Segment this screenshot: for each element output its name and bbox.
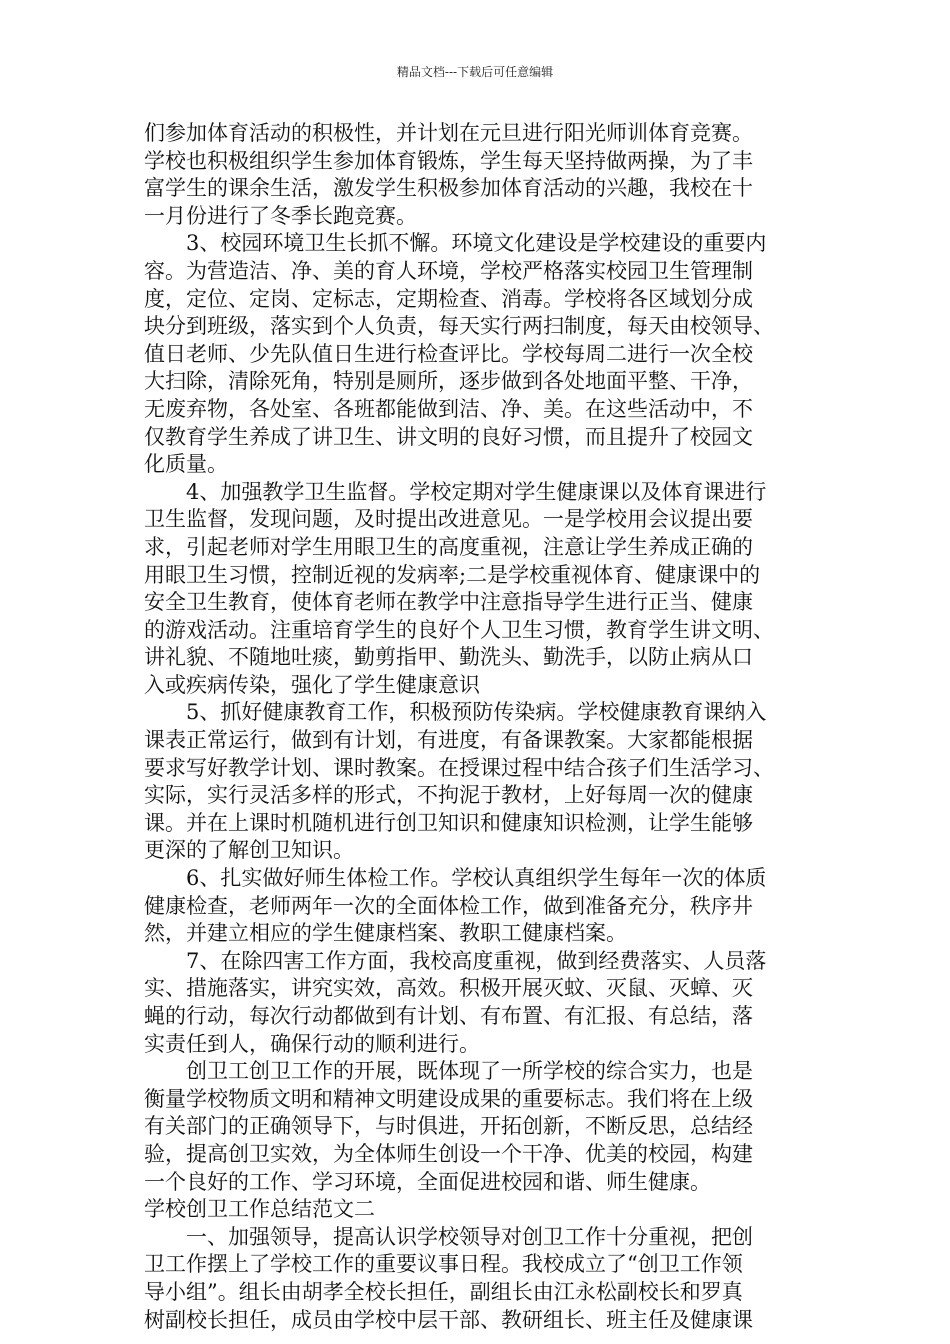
text-line: 5、抓好健康教育工作，积极预防传染病。学校健康教育课纳入 <box>144 700 767 725</box>
text-line: 大扫除，清除死角，特别是厕所，逐步做到各处地面平整、干净， <box>144 369 753 394</box>
text-line: 实际，实行灵活多样的形式，不拘泥于教材，上好每周一次的健康 <box>144 783 753 808</box>
document-body <box>144 120 808 1334</box>
text-line: 的游戏活动。注重培育学生的良好个人卫生习惯，教育学生讲文明、 <box>144 617 774 642</box>
text-line: 求，引起老师对学生用眼卫生的高度重视，注意让学生养成正确的 <box>144 534 753 559</box>
text-line: 导小组”。组长由胡孝全校长担任，副组长由江永松副校长和罗真 <box>144 1279 743 1304</box>
text-line: 仅教育学生养成了讲卫生、讲文明的良好习惯，而且提升了校园文 <box>144 424 753 449</box>
text-line: 课表正常运行，做到有计划，有进度，有备课教案。大家都能根据 <box>144 728 753 753</box>
text-line: 6、扎实做好师生体检工作。学校认真组织学生每年一次的体质 <box>144 866 767 891</box>
text-line: 无废弃物，各处室、各班都能做到洁、净、美。在这些活动中，不 <box>144 396 753 421</box>
text-line: 然，并建立相应的学生健康档案、教职工健康档案。 <box>144 921 627 946</box>
text-line: 7、在除四害工作方面，我校高度重视，做到经费落实、人员落 <box>144 948 767 973</box>
text-line: 验，提高创卫实效，为全体师生创设一个干净、优美的校园，构建 <box>144 1141 753 1166</box>
text-line: 更深的了解创卫知识。 <box>144 838 354 863</box>
text-line: 们参加体育活动的积极性，并计划在元旦进行阳光师训体育竞赛。 <box>144 121 753 145</box>
text-line: 实责任到人，确保行动的顺利进行。 <box>144 1031 480 1056</box>
page-header: 精品文档---下载后可任意编辑 <box>396 65 554 79</box>
text-line: 值日老师、少先队值日生进行检查评比。学校每周二进行一次全校 <box>144 341 753 366</box>
text-line: 实、措施落实，讲究实效，高效。积极开展灭蚊、灭鼠、灭蟑、灭 <box>144 976 753 1001</box>
text-line: 化质量。 <box>144 452 228 477</box>
text-line: 讲礼貌、不随地吐痰，勤剪指甲、勤洗头、勤洗手，以防止病从口 <box>144 645 753 670</box>
text-line: 卫生监督，发现问题，及时提出改进意见。一是学校用会议提出要 <box>144 507 753 532</box>
text-line: 一、加强领导，提高认识学校领导对创卫工作十分重视，把创 <box>144 1224 753 1249</box>
text-line: 块分到班级，落实到个人负责，每天实行两扫制度，每天由校领导、 <box>144 314 774 339</box>
text-line: 卫工作摆上了学校工作的重要议事日程。我校成立了“创卫工作领 <box>144 1252 743 1277</box>
text-line: 学校创卫工作总结范文二 <box>144 1197 375 1222</box>
text-line: 健康检查，老师两年一次的全面体检工作，做到准备充分，秩序井 <box>144 893 753 918</box>
text-line: 创卫工创卫工作的开展，既体现了一所学校的综合实力，也是 <box>144 1059 753 1084</box>
text-line: 蝇的行动，每次行动都做到有计划、有布置、有汇报、有总结，落 <box>144 1004 753 1028</box>
text-line: 3、校园环境卫生长抓不懈。环境文化建设是学校建设的重要内 <box>144 231 767 256</box>
text-line: 一月份进行了冬季长跑竞赛。 <box>144 203 417 228</box>
text-line: 安全卫生教育，使体育老师在教学中注意指导学生进行正当、健康 <box>144 590 753 615</box>
text-line: 容。为营造洁、净、美的育人环境，学校严格落实校园卫生管理制 <box>144 258 753 283</box>
text-line: 学校也积极组织学生参加体育锻炼，学生每天坚持做两操，为了丰 <box>144 148 753 173</box>
text-line: 度，定位、定岗、定标志，定期检查、消毒。学校将各区域划分成 <box>144 286 753 311</box>
text-line: 有关部门的正确领导下，与时俱进，开拓创新，不断反思，总结经 <box>144 1114 753 1139</box>
text-line: 富学生的课余生活，激发学生积极参加体育活动的兴趣，我校在十 <box>144 176 753 201</box>
text-line: 4、加强教学卫生监督。学校定期对学生健康课以及体育课进行 <box>144 479 767 504</box>
text-line: 一个良好的工作、学习环境，全面促进校园和谐、师生健康。 <box>144 1169 711 1194</box>
text-line: 要求写好教学计划、课时教案。在授课过程中结合孩子们生活学习、 <box>144 755 774 780</box>
text-line: 课。并在上课时机随机进行创卫知识和健康知识检测，让学生能够 <box>144 810 753 835</box>
text-line: 用眼卫生习惯，控制近视的发病率;二是学校重视体育、健康课中的 <box>144 562 761 587</box>
text-line: 入或疾病传染，强化了学生健康意识 <box>144 672 480 697</box>
text-line: 树副校长担任，成员由学校中层干部、教研组长、班主任及健康课 <box>144 1307 753 1332</box>
text-line: 衡量学校物质文明和精神文明建设成果的重要标志。我们将在上级 <box>144 1086 753 1111</box>
